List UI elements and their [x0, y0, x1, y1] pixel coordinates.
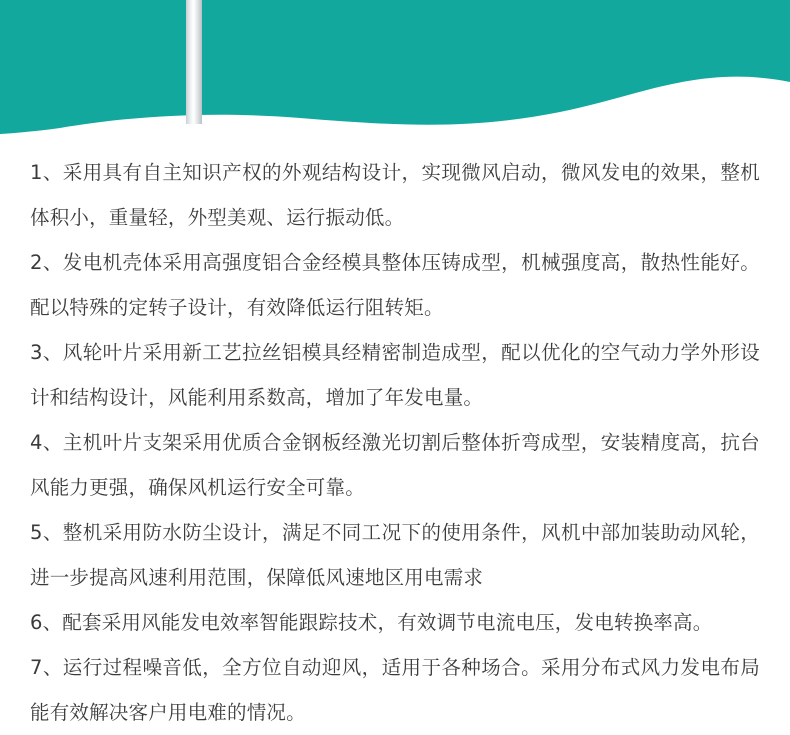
list-item: 3、风轮叶片采用新工艺拉丝铝模具经精密制造成型，配以优化的空气动力学外形设计和结构设计，风能利用系数高，增加了年发电量。 [30, 341, 760, 409]
list-item: 1、采用具有自主知识产权的外观结构设计，实现微风启动，微风发电的效果，整机体积小，重量轻，外型美观、运行振动低。 [30, 161, 760, 229]
list-item: 2、发电机壳体采用高强度铝合金经模具整体压铸成型，机械强度高，散热性能好。配以特殊的定转子设计，有效降低运行阻转矩。 [30, 251, 760, 319]
list-item: 5、整机采用防水防尘设计，满足不同工况下的使用条件，风机中部加装助动风轮，进一步提高风速利用范围，保障低风速地区用电需求 [30, 521, 760, 589]
list-item: 6、配套采用风能发电效率智能跟踪技术，有效调节电流电压，发电转换率高。 [30, 611, 713, 634]
feature-list [0, 150, 790, 735]
list-item: 4、主机叶片支架采用优质合金钢板经激光切割后整体折弯成型，安装精度高，抗台风能力更强，确保风机运行安全可靠。 [30, 431, 760, 499]
list-item: 7、运行过程噪音低，全方位自动迎风，适用于各种场合。采用分布式风力发电布局能有效解决客户用电难的情况。 [30, 656, 760, 724]
wind-turbine-pole-icon [186, 0, 202, 124]
top-banner [0, 0, 790, 140]
banner-wave-shape [0, 0, 790, 140]
